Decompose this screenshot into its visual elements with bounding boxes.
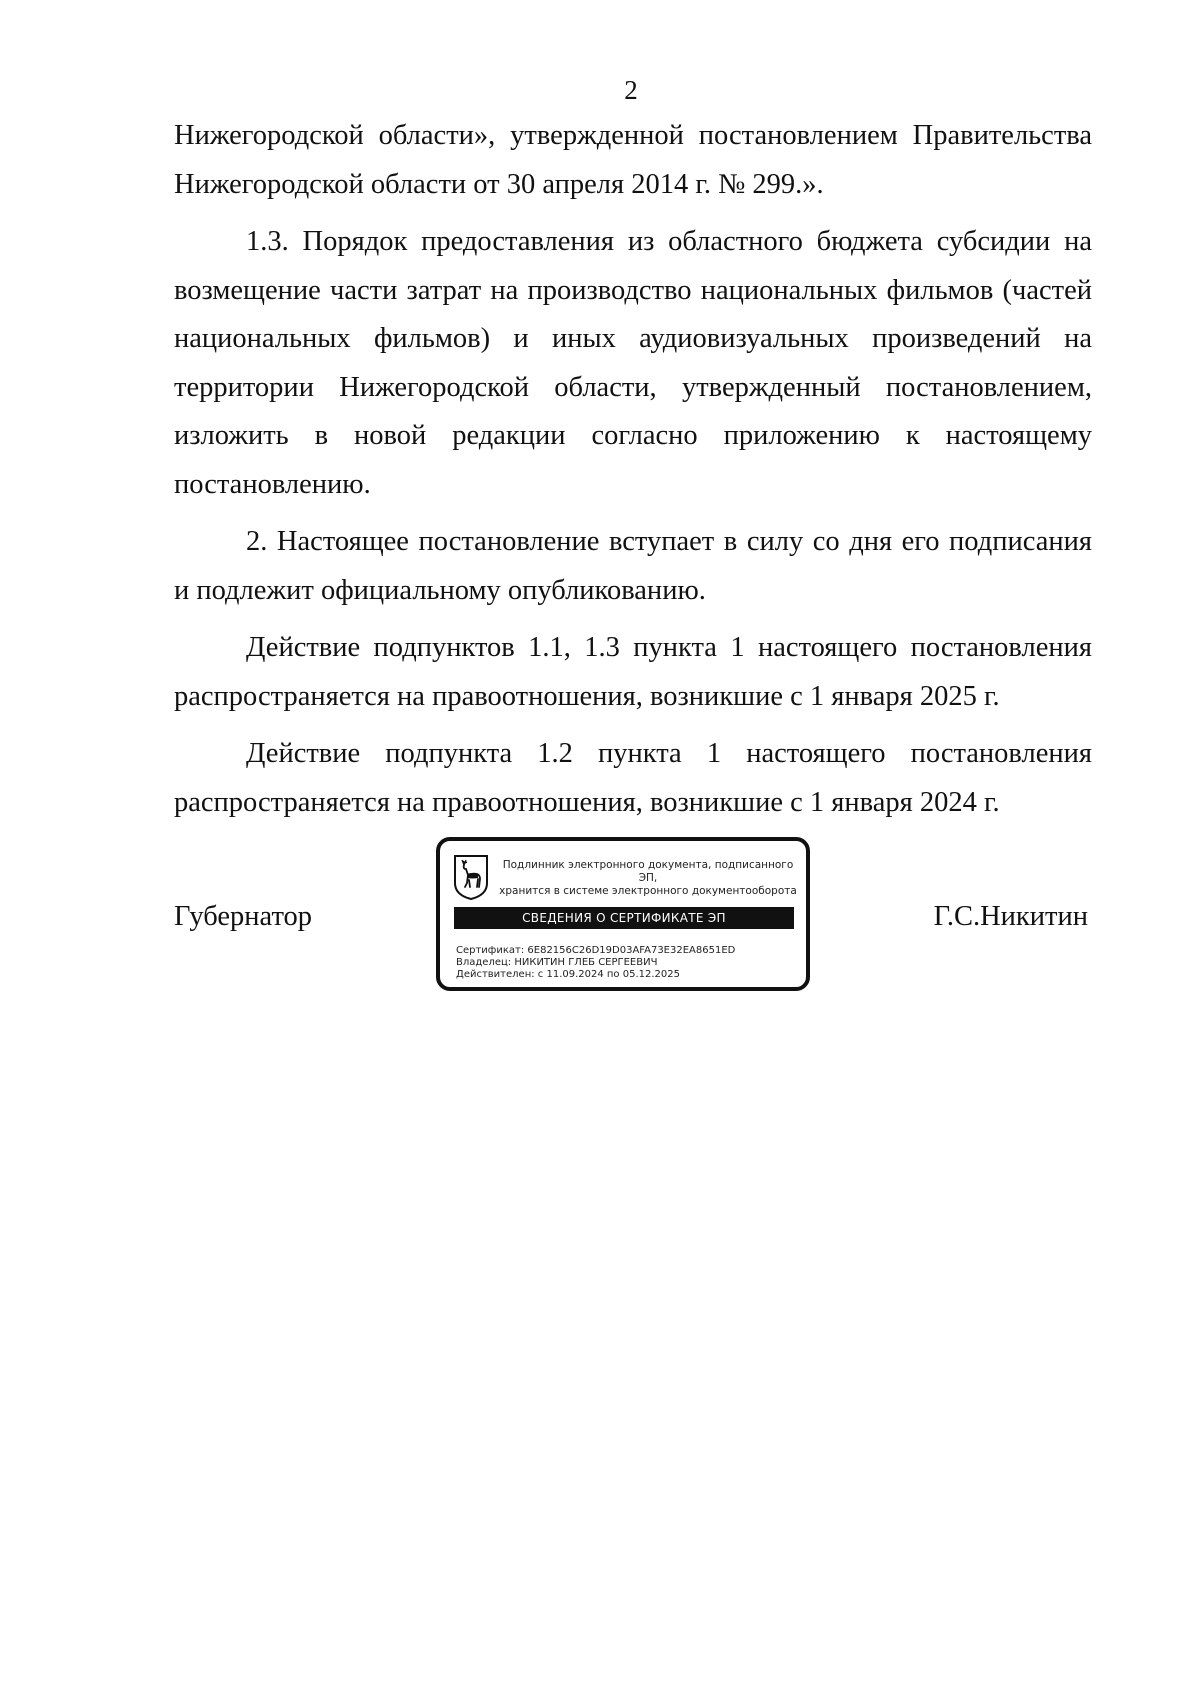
stamp-certificate-bar: СВЕДЕНИЯ О СЕРТИФИКАТЕ ЭП xyxy=(454,907,794,929)
signatory-name: Г.С.Никитин xyxy=(933,901,1088,932)
stamp-owner: Владелец: НИКИТИН ГЛЕБ СЕРГЕЕВИЧ xyxy=(456,957,658,968)
stamp-certificate-info xyxy=(456,945,735,981)
signatory-title: Губернатор xyxy=(174,901,313,932)
signature-block xyxy=(174,837,1092,997)
paragraph-continuation: Нижегородской области», утвержденной постановлением Правительства Нижегородской области от 30 апреля 2014 г. № 299.». xyxy=(174,120,1092,200)
stamp-header-line-2: хранится в системе электронного документооборота xyxy=(499,885,797,897)
document-body xyxy=(174,112,1092,827)
paragraph-2: 2. Настоящее постановление вступает в силу со дня его подписания и подлежит официальному опубликованию. xyxy=(174,526,1092,606)
e-signature-stamp xyxy=(436,837,810,991)
deer-emblem-icon xyxy=(452,853,490,901)
paragraph-effect-2024: Действие подпункта 1.2 пункта 1 настоящего постановления распространяется на правоотношения, возникшие с 1 января 2024 г. xyxy=(174,738,1092,818)
stamp-certificate-id: Сертификат: 6E82156C26D19D03AFA73E32EA8651ED xyxy=(456,945,736,956)
paragraph-1-3: 1.3. Порядок предоставления из областного бюджета субсидии на возмещение части затрат на производство национальных фильмов (частей национальных фильмов) и иных аудиовизуальных произведений на территории Нижегородской области, утвержденный постановлением, изложить в новой редакции согласно приложению к настоящему постановлению. xyxy=(174,226,1092,500)
paragraph-effect-2025: Действие подпунктов 1.1, 1.3 пункта 1 настоящего постановления распространяется на правоотношения, возникшие с 1 января 2025 г. xyxy=(174,632,1092,712)
stamp-validity: Действителен: с 11.09.2024 по 05.12.2025 xyxy=(456,969,680,980)
stamp-header xyxy=(492,859,804,898)
stamp-header-line-1: Подлинник электронного документа, подписанного ЭП, xyxy=(502,859,794,884)
page-number: 2 xyxy=(624,75,638,105)
